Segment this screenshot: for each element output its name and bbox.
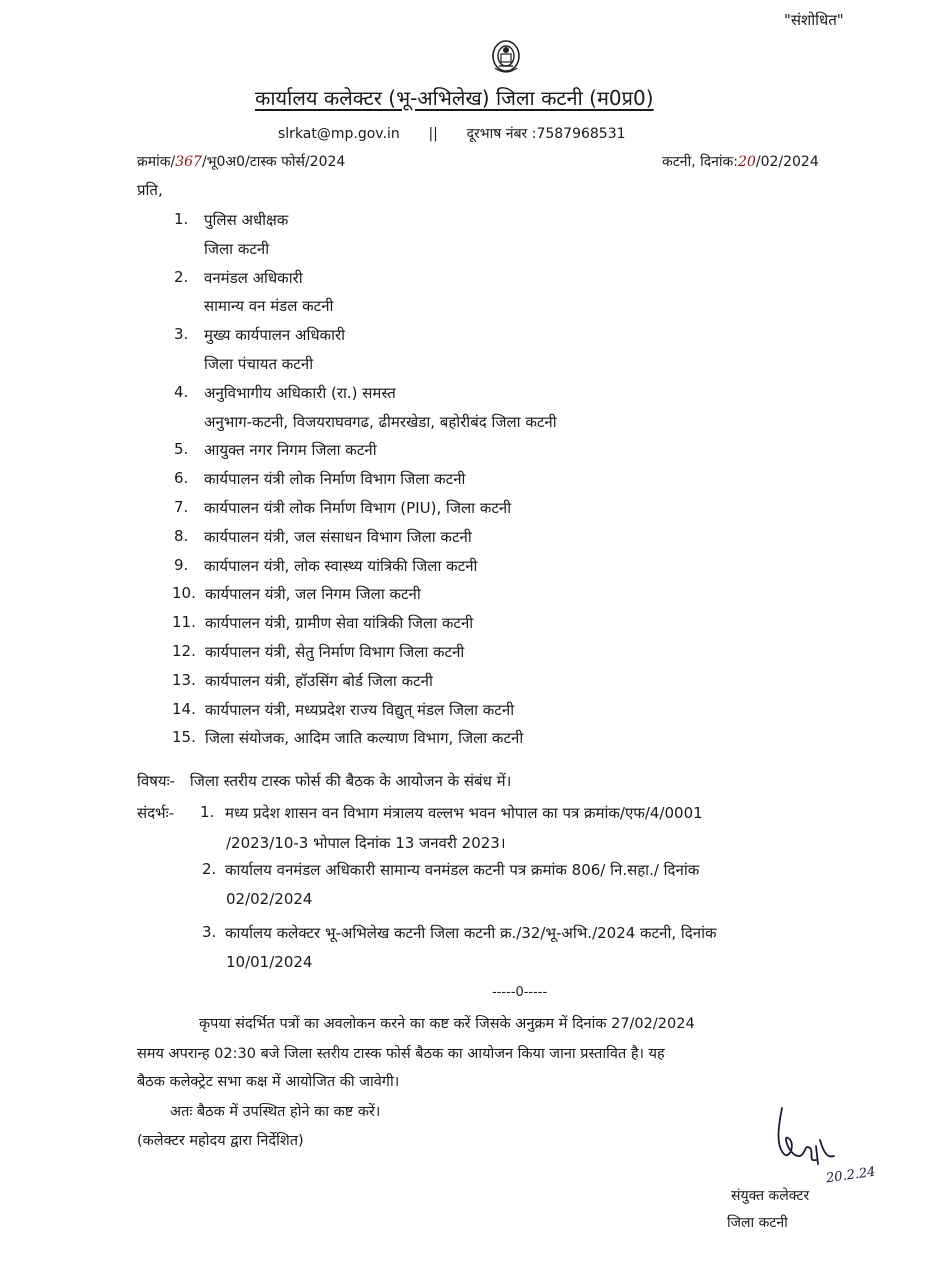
letter-date — [662, 152, 819, 171]
recipient-number: 9. — [174, 555, 189, 574]
recipient-number: 2. — [174, 267, 189, 286]
recipient-number: 5. — [174, 440, 189, 459]
revised-mark: "संशोधित" — [784, 11, 844, 29]
recipient-line: सामान्य वन मंडल कटनी — [204, 297, 334, 316]
references-label: संदर्भः- — [137, 804, 175, 822]
recipient-line: कार्यपालन यंत्री, लोक स्वास्थ्य यांत्रिकी जिला कटनी — [204, 556, 478, 575]
body-para2: अतः बैठक में उपस्थित होने का कष्ट करें। — [170, 1104, 381, 1120]
recipient-line: अनुभाग-कटनी, विजयराघवगढ, ढीमरखेडा, बहोरीबंद जिला कटनी — [204, 412, 557, 431]
recipient-line: कार्यपालन यंत्री लोक निर्माण विभाग (PIU), जिला कटनी — [204, 499, 512, 517]
recipient-line: जिला पंचायत कटनी — [204, 355, 314, 373]
recipient-number: 3. — [174, 325, 189, 344]
recipient-line: कार्यपालन यंत्री, जल निगम जिला कटनी — [205, 585, 421, 604]
phone-text: दूरभाष नंबर :7587968531 — [466, 126, 626, 142]
recipient-line: कार्यपालन यंत्री, ग्रामीण सेवा यांत्रिकी जिला कटनी — [205, 614, 474, 633]
recipient-line: जिला संयोजक, आदिम जाति कल्याण विभाग, जिला कटनी — [205, 729, 524, 748]
recipient-line: आयुक्त नगर निगम जिला कटनी — [204, 441, 377, 460]
subject-line — [137, 771, 511, 791]
reference-number: 3. — [202, 923, 217, 941]
recipient-line: पुलिस अधीक्षक — [204, 211, 289, 229]
recipient-number: 11. — [172, 613, 196, 632]
recipient-number: 6. — [174, 469, 189, 488]
recipient-line: कार्यपालन यंत्री, जल संसाधन विभाग जिला कटनी — [204, 527, 472, 546]
recipient-line: कार्यपालन यंत्री, हॉउसिंग बोर्ड जिला कटनी — [205, 671, 433, 690]
reference-number: 2. — [202, 860, 217, 878]
subject-label: विषयः- — [137, 772, 176, 790]
signature-scribble-icon — [770, 1098, 880, 1168]
office-heading: कार्यालय कलेक्टर (भू-अभिलेख) जिला कटनी (म0प्र0) — [255, 86, 654, 110]
signature-date: 20.2.24 — [825, 1164, 877, 1187]
date-month-year: /02/2024 — [755, 154, 819, 170]
body-para1-line2: समय अपरान्ह 02:30 बजे जिला स्तरीय टास्क फोर्स बैठक का आयोजन किया जाना प्रस्तावित है। यह — [137, 1046, 665, 1062]
recipient-number: 8. — [174, 526, 189, 545]
email-text: slrkat@mp.gov.in — [278, 126, 400, 142]
recipient-number: 12. — [172, 642, 196, 660]
body-direction: (कलेक्टर महोदय द्वारा निर्देशित) — [137, 1133, 304, 1149]
recipient-line: कार्यपालन यंत्री, सेतु निर्माण विभाग जिला कटनी — [205, 643, 465, 661]
reference-number: 1. — [200, 803, 215, 821]
recipient-line: मुख्य कार्यपालन अधिकारी — [204, 326, 345, 345]
contact-line — [278, 124, 626, 143]
government-emblem-icon — [489, 38, 523, 76]
recipient-line: कार्यपालन यंत्री लोक निर्माण विभाग जिला कटनी — [204, 470, 466, 489]
section-divider: -----0----- — [492, 985, 548, 1000]
body-para1-line1: कृपया संदर्भित पत्रों का अवलोकन करने का कष्ट करें जिसके अनुक्रम में दिनांक 27/02/2024 — [199, 1016, 695, 1032]
reference-line: 10/01/2024 — [226, 953, 313, 971]
reference-prefix: क्रमांक/ — [137, 154, 176, 170]
subject-text: जिला स्तरीय टास्क फोर्स की बैठक के आयोजन के संबंध में। — [189, 772, 512, 790]
recipient-line: कार्यपालन यंत्री, मध्यप्रदेश राज्य विद्युत् मंडल जिला कटनी — [205, 700, 515, 719]
recipient-number: 13. — [172, 670, 196, 689]
recipient-line: वनमंडल अधिकारी — [204, 268, 303, 287]
recipient-number: 10. — [172, 584, 196, 603]
contact-separator: || — [428, 126, 438, 142]
recipient-line: अनुविभागीय अधिकारी (रा.) समस्त — [204, 383, 396, 402]
signatory-designation: संयुक्त कलेक्टर — [731, 1188, 810, 1204]
body-para1-line3: बैठक कलेक्ट्रेट सभा कक्ष में आयोजित की जावेगी। — [137, 1074, 400, 1090]
recipient-number: 4. — [174, 382, 189, 401]
letter-reference-number — [137, 152, 345, 171]
salutation-prati: प्रति, — [137, 181, 163, 199]
recipient-number: 7. — [174, 498, 189, 516]
reference-suffix: /भू0अ0/टास्क फोर्स/2024 — [201, 154, 346, 170]
date-handwritten-day: 20 — [738, 154, 756, 170]
reference-line: मध्य प्रदेश शासन वन विभाग मंत्रालय वल्लभ भवन भोपाल का पत्र क्रमांक/एफ/4/0001 — [225, 804, 703, 822]
signatory-place: जिला कटनी — [727, 1215, 788, 1231]
recipient-line: जिला कटनी — [204, 239, 270, 258]
reference-line: कार्यालय वनमंडल अधिकारी सामान्य वनमंडल कटनी पत्र क्रमांक 806/ नि.सहा./ दिनांक — [225, 861, 700, 879]
recipient-number: 15. — [172, 728, 196, 747]
recipient-number: 1. — [174, 210, 189, 228]
recipient-number: 14. — [172, 699, 196, 718]
date-prefix: कटनी, दिनांक: — [662, 154, 739, 170]
reference-line: /2023/10-3 भोपाल दिनांक 13 जनवरी 2023। — [226, 834, 506, 852]
reference-line: कार्यालय कलेक्टर भू-अभिलेख कटनी जिला कटनी क्र./32/भू-अभि./2024 कटनी, दिनांक — [225, 924, 717, 942]
reference-line: 02/02/2024 — [226, 890, 313, 908]
reference-handwritten-number: 367 — [175, 154, 202, 170]
